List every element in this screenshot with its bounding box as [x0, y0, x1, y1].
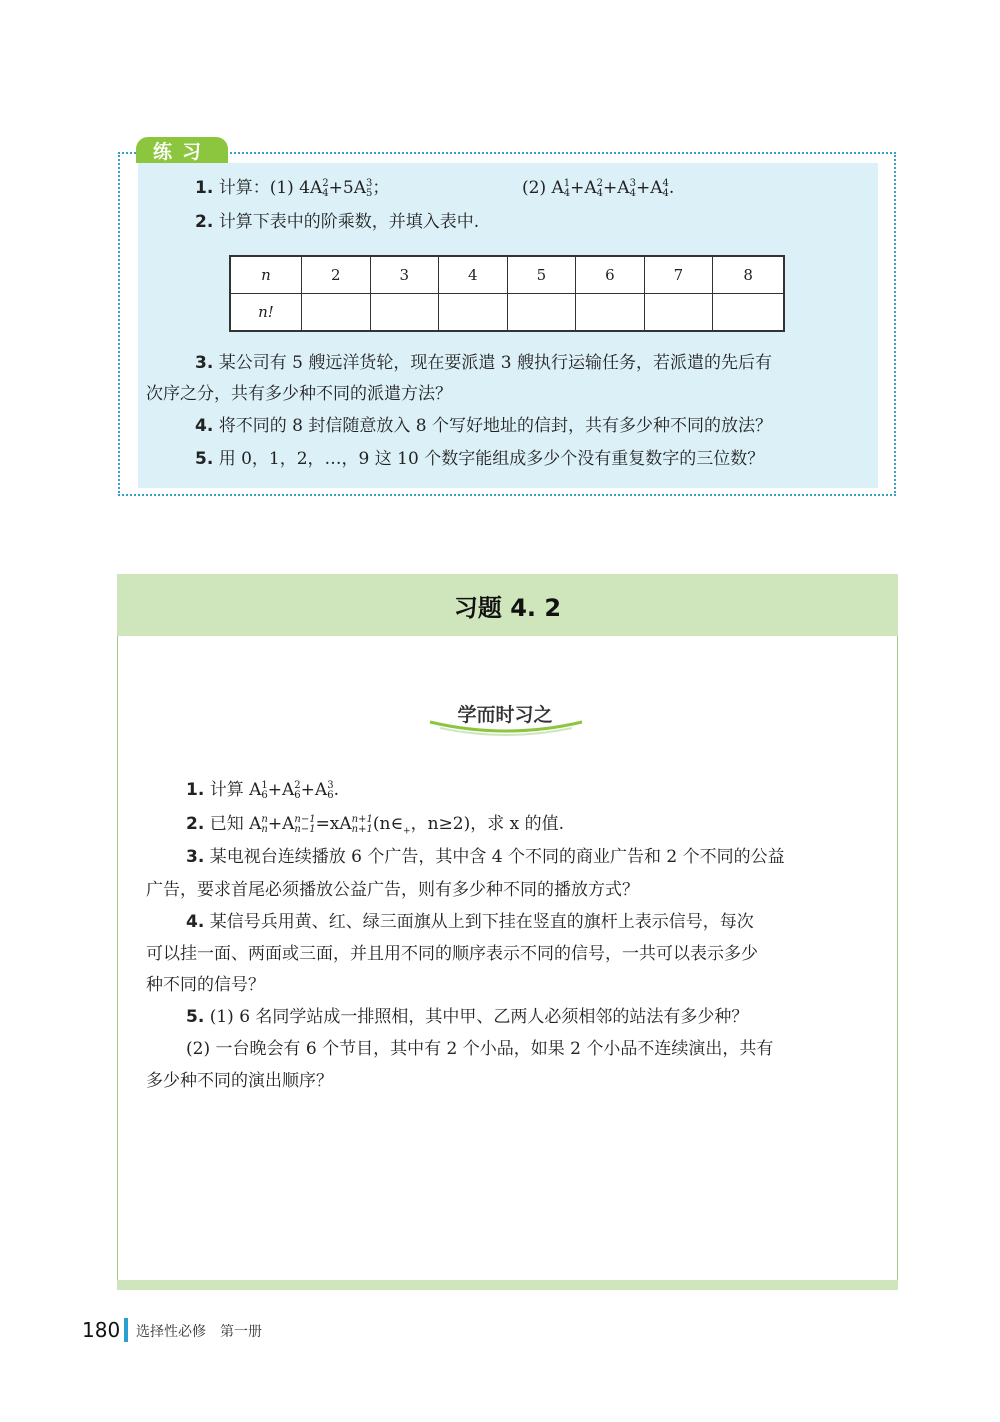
subtitle-underline-arc	[428, 718, 584, 738]
exercise-question-5-part-2: (2) 一台晚会有 6 个节目，其中有 2 个小品，如果 2 个小品不连续演出，共有	[186, 1039, 774, 1059]
exercise-question-1: 1. 计算 A 1 6 +A 2 6 +A 3 6 .	[186, 779, 339, 801]
practice-question-2: 2. 计算下表中的阶乘数，并填入表中.	[195, 212, 480, 232]
table-cell: 4	[439, 256, 508, 294]
exercise-question-5: 5. (1) 6 名同学站成一排照相，其中甲、乙两人必须相邻的站法有多少种？	[186, 1007, 749, 1027]
table-cell: 2	[302, 256, 371, 294]
exercise-question-4-line-2: 可以挂一面、两面或三面，并且用不同的顺序表示不同的信号，一共可以表示多少	[146, 944, 758, 964]
practice-question-5: 5. 用 0，1，2，…，9 这 10 个数字能组成多少个没有重复数字的三位数？	[195, 449, 765, 469]
practice-question-4: 4. 将不同的 8 封信随意放入 8 个写好地址的信封，共有多少种不同的放法？	[195, 416, 772, 436]
table-cell-empty[interactable]	[302, 294, 371, 332]
table-cell-empty[interactable]	[576, 294, 645, 332]
table-cell: 3	[370, 256, 439, 294]
practice-question-1: 1. 计算：(1) 4A 2 4 +5A 3 5 ；	[195, 177, 390, 199]
practice-question-3-line-2: 次序之分，共有多少种不同的派遣方法？	[146, 384, 452, 404]
exercise-question-5-part-2-line-2: 多少种不同的演出顺序？	[146, 1071, 333, 1091]
table-row	[230, 294, 784, 332]
table-cell-empty[interactable]	[439, 294, 508, 332]
table-cell: 5	[507, 256, 576, 294]
exercise-title: 习题 4. 2	[453, 593, 562, 622]
table-cell-empty[interactable]	[644, 294, 713, 332]
exercise-question-3-line-2: 广告，要求首尾必须播放公益广告，则有多少种不同的播放方式？	[146, 880, 639, 900]
table-cell: 6	[576, 256, 645, 294]
exercise-question-3: 3. 某电视台连续播放 6 个广告，其中含 4 个不同的商业广告和 2 个不同的公益	[186, 847, 785, 867]
table-cell: 8	[713, 256, 784, 294]
table-cell: 7	[644, 256, 713, 294]
exercise-subtitle: 学而时习之	[457, 704, 553, 726]
practice-tab: 练习	[136, 137, 228, 163]
factorial-table	[229, 255, 785, 332]
book-title: 选择性必修 第一册	[136, 1324, 262, 1340]
exercise-question-2: 2. 已知 A n n +A n−1 n−1 =xA n+1 n+1 ($n\in_+$，n≥2)，求 x 的值.	[186, 813, 565, 837]
table-cell-empty[interactable]	[370, 294, 439, 332]
table-header-n: n	[230, 256, 302, 294]
practice-question-3: 3. 某公司有 5 艘远洋货轮，现在要派遣 3 艘执行运输任务，若派遣的先后有	[195, 353, 772, 373]
practice-question-1-part-2: (2) A 1 4 +A 2 4 +A 3 4 +A 4 4 .	[522, 177, 675, 199]
table-header-n-factorial: n!	[230, 294, 302, 332]
exercise-header	[117, 574, 898, 636]
table-cell-empty[interactable]	[713, 294, 784, 332]
footer-divider	[124, 1318, 128, 1342]
exercise-question-4: 4. 某信号兵用黄、红、绿三面旗从上到下挂在竖直的旗杆上表示信号，每次	[186, 912, 754, 932]
page-number: 180	[82, 1318, 121, 1342]
table-row	[230, 256, 784, 294]
exercise-question-4-line-3: 种不同的信号？	[146, 975, 265, 995]
exercise-footer-bar	[117, 1280, 898, 1290]
table-cell-empty[interactable]	[507, 294, 576, 332]
